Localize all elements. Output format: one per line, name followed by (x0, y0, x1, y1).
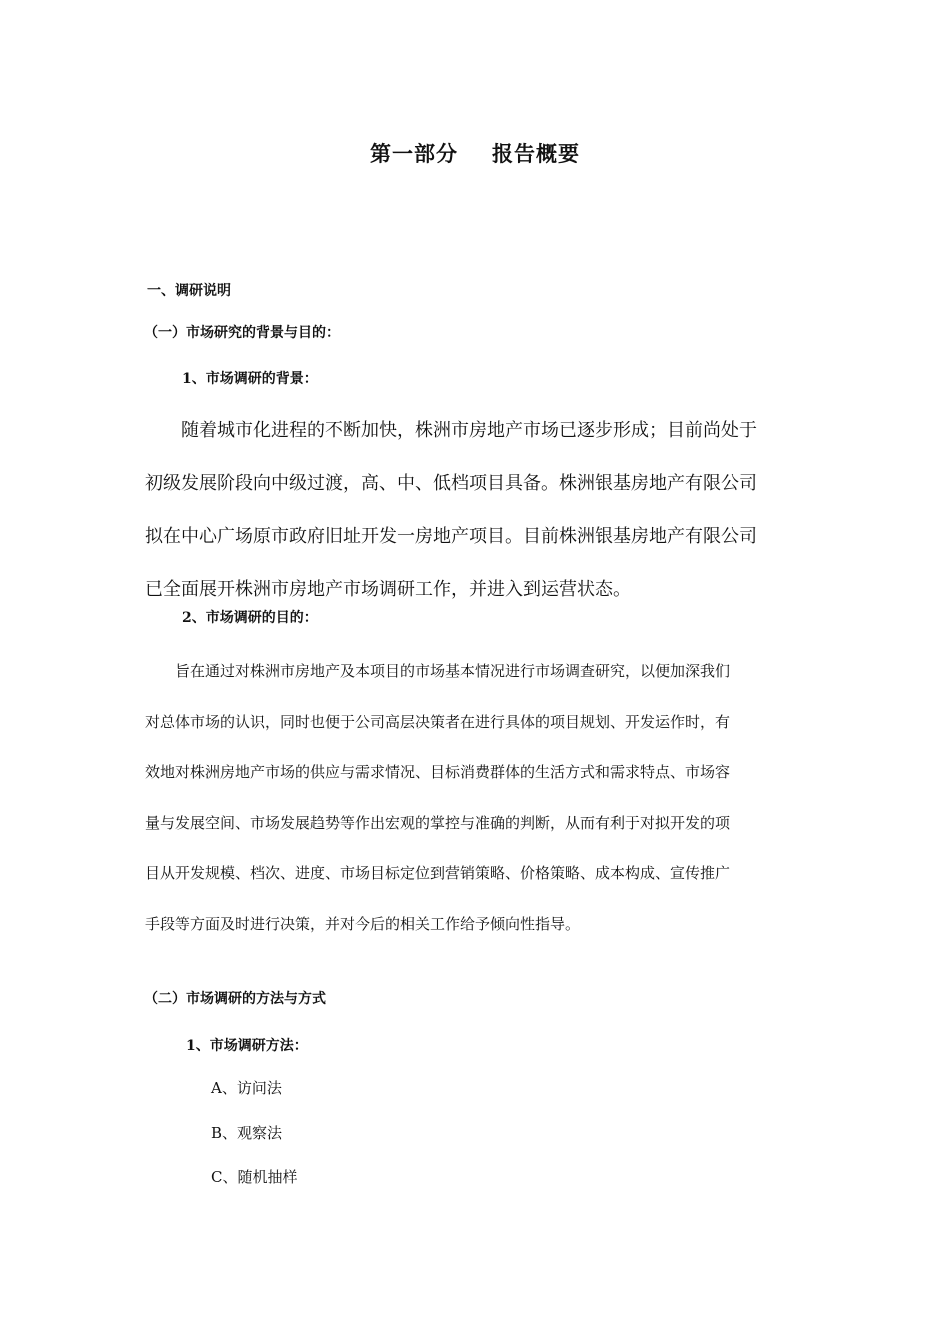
method-item: A、访问法 (211, 1079, 282, 1097)
subsection-heading-background-purpose: （一）市场研究的背景与目的： (144, 325, 340, 341)
heading-research-background: 1、市场调研的背景： (182, 371, 318, 387)
method-item: B、观察法 (211, 1124, 283, 1142)
paragraph-line: 随着城市化进程的不断加快，株洲市房地产市场已逐步形成；目前尚处于 (145, 420, 757, 441)
paragraph-line: 手段等方面及时进行决策，并对今后的相关工作给予倾向性指导。 (145, 914, 581, 933)
paragraph-line: 量与发展空间、市场发展趋势等作出宏观的掌控与准确的判断，从而有利于对拟开发的项 (145, 813, 731, 832)
paragraph-line: 已全面展开株洲市房地产市场调研工作，并进入到运营状态。 (145, 579, 631, 600)
heading-research-purpose: 2、市场调研的目的： (182, 610, 318, 626)
paragraph-line: 初级发展阶段向中级过渡，高、中、低档项目具备。株洲银基房地产有限公司 (145, 473, 757, 494)
paragraph-line: 对总体市场的认识，同时也便于公司高层决策者在进行具体的项目规划、开发运作时，有 (145, 712, 731, 731)
paragraph-line: 目从开发规模、档次、进度、市场目标定位到营销策略、价格策略、成本构成、宣传推广 (145, 864, 731, 882)
paragraph-research-background (145, 404, 810, 616)
title-part: 第一部分 (370, 141, 458, 166)
heading-research-methods: 1、市场调研方法： (186, 1038, 308, 1054)
section-heading-research-notes: 一、调研说明 (147, 283, 231, 299)
subsection-heading-methods: （二）市场调研的方法与方式 (144, 991, 326, 1007)
page-title (0, 138, 950, 168)
paragraph-line: 拟在中心广场原市政府旧址开发一房地产项目。目前株洲银基房地产有限公司 (145, 526, 757, 547)
paragraph-research-purpose (145, 646, 810, 949)
paragraph-line: 旨在通过对株洲市房地产及本项目的市场基本情况进行市场调查研究，以便加深我们 (145, 662, 731, 680)
method-item: C、随机抽样 (211, 1168, 298, 1186)
title-name: 报告概要 (492, 141, 580, 166)
paragraph-line: 效地对株洲房地产市场的供应与需求情况、目标消费群体的生活方式和需求特点、市场容 (145, 763, 731, 781)
